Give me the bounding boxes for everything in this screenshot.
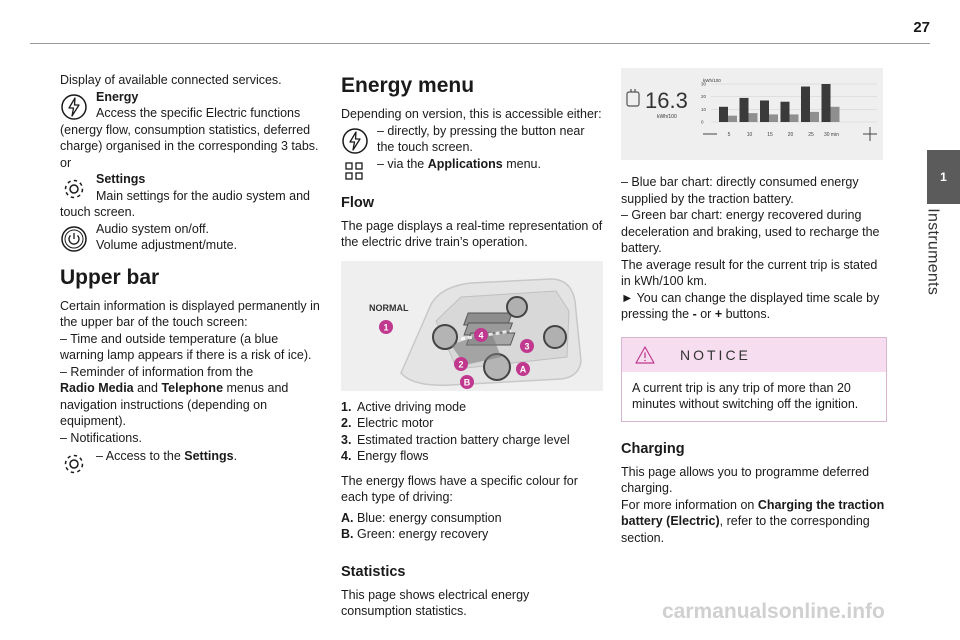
marker-b — [460, 375, 474, 389]
x-tick-label: 25 — [808, 132, 814, 138]
bar-light-4 — [790, 114, 799, 122]
flow-text: The page displays a real-time representation of the electric drive train’s operation. — [341, 218, 603, 249]
x-tick-label: 5 — [727, 132, 731, 138]
wheel-rear-left — [507, 297, 527, 317]
settings-access-row — [60, 448, 322, 480]
marker-2 — [454, 357, 468, 371]
car-flow-drawing — [341, 261, 603, 391]
energy-bolt-icon — [341, 127, 369, 155]
energy-title: Energy — [96, 89, 139, 104]
column-right — [621, 72, 887, 546]
settings-desc: Main settings for the audio system and — [96, 188, 311, 203]
notice-title: NOTICE — [680, 346, 751, 363]
y-tick-label: 10 — [701, 106, 707, 112]
svg-text:1: 1 — [383, 322, 389, 332]
legend-item-a: A. Blue: energy consumption — [341, 510, 502, 525]
svg-text:4: 4 — [478, 330, 484, 340]
bar-light-2 — [749, 113, 758, 122]
bar-light-3 — [769, 114, 778, 122]
marker-3 — [520, 339, 534, 353]
plus-button[interactable] — [863, 127, 877, 141]
audio-row — [60, 221, 322, 254]
marker-4 — [474, 328, 488, 342]
notice-box — [621, 337, 887, 422]
energy-flow-illustration — [341, 261, 603, 391]
settings-desc-cont: touch screen. — [60, 205, 136, 219]
energy-colour-text: The energy flows have a specific colour for each type of driving: — [341, 473, 578, 504]
statistics-heading: Statistics — [341, 563, 406, 580]
upper-bar-item-time: – Time and outside temperature (a blue warning lamp appears if there is a risk of ice). — [60, 331, 312, 362]
blue-bar-desc: – Blue bar chart: directly consumed energy supplied by the traction battery. — [621, 175, 859, 206]
charging-heading: Charging — [621, 440, 685, 457]
mode-label: NORMAL — [369, 302, 409, 313]
intro-text: Display of available connected services. — [60, 73, 282, 87]
upper-bar-item-reminder: – Reminder of information from the Radio Media and Telephone menus and navigation instructions (depending on equipment). — [60, 364, 289, 428]
settings-title: Settings — [96, 172, 146, 186]
screen-unit: kWh/100 — [657, 114, 677, 120]
watermark: carmanualsonline.info — [662, 600, 885, 623]
x-tick-label: 15 — [767, 132, 773, 138]
chapter-label — [912, 208, 942, 310]
applications-grid-icon — [341, 158, 369, 186]
marker-1 — [379, 320, 393, 334]
gear-icon — [60, 175, 88, 203]
y-tick-label: 30 — [701, 81, 707, 87]
notice-text: A current trip is any trip of more than 20 minutes without switching off the ignition. — [632, 380, 859, 411]
svg-text:A: A — [519, 364, 527, 374]
flow-heading: Flow — [341, 194, 375, 211]
wheel-rear-right — [544, 326, 566, 348]
battery-plug-icon — [627, 89, 639, 106]
svg-text:2: 2 — [458, 359, 464, 369]
energy-menu-heading: Energy menu — [341, 74, 475, 97]
statistics-text: This page shows electrical energy consumption statistics. — [341, 587, 530, 618]
chapter-tab[interactable]: 1 — [927, 150, 960, 204]
bar-light-6 — [831, 107, 840, 122]
power-icon — [60, 225, 88, 253]
colour-legend — [341, 510, 603, 543]
y-tick-label: 0 — [701, 119, 704, 125]
audio-volume: Volume adjustment/mute. — [96, 238, 238, 252]
bar-dark-4 — [781, 102, 790, 122]
legend-item-b: B. Green: energy recovery — [341, 527, 489, 541]
screen-value: 16.3 — [645, 88, 688, 113]
upper-bar-item-notifications: – Notifications. — [60, 430, 142, 445]
x-tick-label: 10 — [746, 132, 753, 138]
legend-item-1: 1. Active driving mode — [341, 399, 467, 414]
settings-row — [60, 171, 322, 204]
energy-bolt-icon — [60, 93, 88, 121]
flow-legend — [341, 399, 603, 465]
x-tick-label: 30 min — [823, 132, 840, 138]
svg-text:B: B — [463, 377, 471, 387]
upper-bar-heading: Upper bar — [60, 265, 160, 289]
change-scale-text: ► You can change the displayed time scale by pressing the - or + buttons. — [621, 290, 880, 321]
bar-dark-6 — [822, 84, 831, 122]
chart-unit: kWh/100 — [703, 78, 721, 83]
bar-dark-1 — [719, 107, 728, 122]
column-left — [60, 72, 322, 480]
access-apps-row — [341, 156, 603, 178]
warning-triangle-icon — [634, 345, 656, 365]
legend-item-3: 3. Estimated traction battery charge level — [341, 432, 570, 447]
bar-dark-3 — [760, 100, 769, 122]
access-direct-text: – directly, by pressing the button near the touch screen. — [377, 123, 585, 154]
column-middle — [341, 72, 603, 620]
statistics-chart — [621, 68, 883, 160]
access-apps-text: – via the Applications menu. — [377, 156, 541, 171]
bar-dark-5 — [801, 87, 810, 122]
charging-text: This page allows you to programme deferred charging. — [621, 464, 870, 495]
marker-a — [516, 362, 530, 376]
bar-light-5 — [810, 112, 819, 122]
bar-light-1 — [728, 116, 737, 122]
audio-onoff: Audio system on/off. — [96, 221, 210, 236]
gear-icon — [60, 450, 88, 478]
x-tick-label: 20 — [787, 132, 794, 138]
average-text: The average result for the current trip is stated in kWh/100 km. — [621, 257, 878, 288]
settings-access-text: – Access to the Settings. — [96, 449, 238, 463]
energy-row — [60, 89, 322, 122]
or-text: or — [60, 155, 72, 170]
green-bar-desc: – Green bar chart: energy recovered during deceleration and braking, used to recharge the battery. — [621, 208, 880, 255]
svg-text:3: 3 — [524, 341, 530, 351]
y-tick-label: 20 — [701, 94, 707, 100]
notice-header — [622, 338, 886, 372]
access-direct-row — [341, 123, 603, 156]
legend-item-2: 2. Electric motor — [341, 416, 434, 430]
energy-desc: Access the specific Electric functions — [96, 106, 301, 120]
legend-item-4: 4. Energy flows — [341, 449, 429, 463]
bar-dark-2 — [740, 98, 749, 122]
upper-bar-text: Certain information is displayed permanently in the upper bar of the touch screen: — [60, 298, 320, 329]
page-number: 27 — [913, 19, 930, 36]
accessible-text: Depending on version, this is accessible either: — [341, 107, 602, 121]
charging-more: For more information on Charging the traction battery (Electric), refer to the corresponding section. — [621, 497, 885, 545]
energy-desc-cont: (energy flow, consumption statistics, deferred charge) organised in the corresponding 3 tabs. — [60, 122, 319, 153]
chapter-title: Instruments — [924, 208, 942, 296]
header-rule — [30, 43, 930, 44]
statistics-screen — [621, 68, 883, 160]
